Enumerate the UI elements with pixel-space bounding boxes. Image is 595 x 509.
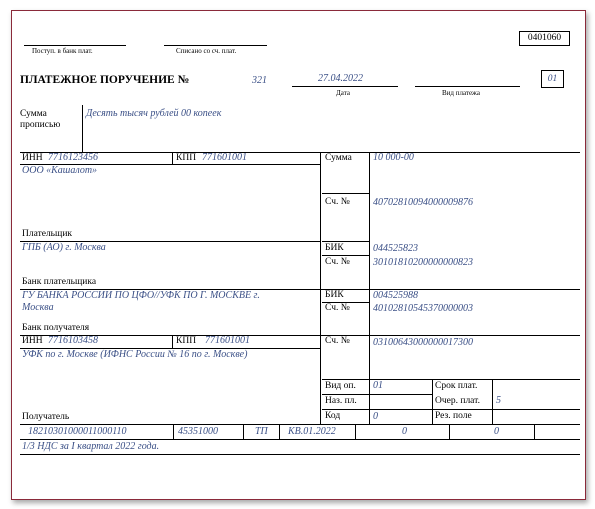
row-line — [322, 409, 580, 410]
col-line — [449, 424, 450, 439]
payer-bank-label: Банк плательщика — [22, 277, 97, 287]
payer-account-label: Сч. № — [325, 197, 350, 207]
payee-kpp: 771601001 — [205, 335, 250, 346]
payment-purpose: 1/3 НДС за I квартал 2022 года. — [22, 441, 160, 452]
payee-bank-account-label: Сч. № — [325, 303, 350, 313]
tax-kbk: 18210301000011000110 — [28, 426, 127, 437]
col-line — [320, 152, 321, 424]
payee-kpp-label: КПП — [176, 336, 197, 346]
amount-value: 10 000-00 — [373, 152, 414, 163]
payment-order-form — [11, 10, 586, 500]
payee-bank-name-line2: Москва — [22, 302, 54, 313]
row-line — [20, 152, 580, 153]
payer-bank-name: ГПБ (АО) г. Москва — [22, 242, 106, 253]
col-line — [355, 424, 356, 439]
col-line — [172, 152, 173, 164]
payer-name: ООО «Кашалот» — [22, 165, 98, 176]
col-line — [534, 424, 535, 439]
col-line — [173, 424, 174, 439]
queue-label: Очер. плат. — [435, 396, 480, 406]
tax-basis: ТП — [255, 426, 268, 437]
payer-account: 40702810094000009876 — [373, 197, 473, 208]
payee-label: Получатель — [22, 412, 70, 422]
payer-bank-account: 30101810200000000823 — [373, 257, 473, 268]
code-value: 0 — [373, 411, 378, 422]
col-line — [172, 335, 173, 348]
payer-kpp-label: КПП — [176, 153, 197, 163]
tax-doc-date: 0 — [494, 426, 499, 437]
payment-type-label: Вид платежа — [442, 89, 481, 97]
payer-inn: 7716123456 — [48, 152, 98, 163]
payee-bank-name-line1: ГУ БАНКА РОССИИ ПО ЦФО//УФК ПО Г. МОСКВЕ г. — [22, 290, 260, 301]
col-line — [279, 424, 280, 439]
payee-bank-bik-label: БИК — [325, 290, 344, 300]
payee-inn: 7716103458 — [48, 335, 98, 346]
form-code: 0401060 — [519, 31, 570, 46]
purpose-line — [20, 454, 580, 455]
payer-bank-bik-label: БИК — [325, 243, 344, 253]
row-line — [20, 439, 580, 440]
queue-value: 5 — [496, 395, 501, 406]
amount-label: Сумма — [325, 153, 352, 163]
debited-label: Списано со сч. плат. — [176, 47, 237, 55]
payer-bank-account-label: Сч. № — [325, 257, 350, 267]
payee-account: 03100643000000017300 — [373, 337, 473, 348]
payee-bank-bik: 004525988 — [373, 290, 418, 301]
payer-inn-label: ИНН — [22, 153, 43, 163]
order-number: 321 — [252, 75, 267, 86]
row-line — [322, 379, 580, 380]
tax-period: КВ.01.2022 — [288, 426, 336, 437]
payee-inn-label: ИНН — [22, 336, 43, 346]
received-line — [24, 45, 126, 46]
col-line — [432, 379, 433, 424]
row-line — [20, 424, 580, 425]
row-line — [322, 255, 369, 256]
amount-words-label-1: Сумма — [20, 109, 47, 119]
operation-type-label: Вид оп. — [325, 381, 356, 391]
debited-line — [164, 45, 267, 46]
amount-words-label-2: прописью — [20, 120, 61, 130]
row-line — [322, 241, 369, 242]
order-date: 27.04.2022 — [318, 73, 363, 84]
payee-account-label: Сч. № — [325, 336, 350, 346]
operation-type: 01 — [373, 380, 383, 391]
row-line — [322, 394, 432, 395]
date-label: Дата — [336, 89, 350, 97]
col-line — [492, 379, 493, 424]
status-code: 01 — [541, 70, 564, 88]
form-title: ПЛАТЕЖНОЕ ПОРУЧЕНИЕ № — [20, 74, 190, 86]
payee-name: УФК по г. Москве (ИФНС России № 16 по г. Москве) — [22, 349, 248, 360]
payer-label: Плательщик — [22, 229, 73, 239]
col-line — [369, 152, 370, 424]
reserve-label: Рез. поле — [435, 411, 472, 421]
col-line — [243, 424, 244, 439]
tax-doc-number: 0 — [402, 426, 407, 437]
payer-kpp: 771601001 — [202, 152, 247, 163]
payment-type-line — [415, 86, 520, 87]
tax-oktmo: 45351000 — [178, 426, 218, 437]
row-line — [322, 193, 369, 194]
received-label: Поступ. в банк плат. — [32, 47, 93, 55]
payee-bank-account: 40102810545370000003 — [373, 303, 473, 314]
words-divider — [82, 105, 83, 152]
row-line — [20, 335, 580, 336]
code-label: Код — [325, 411, 341, 421]
payee-bank-label: Банк получателя — [22, 323, 90, 333]
purpose-code-label: Наз. пл. — [325, 396, 357, 406]
date-line — [292, 86, 398, 87]
payer-bank-bik: 044525823 — [373, 243, 418, 254]
amount-words: Десять тысяч рублей 00 копеек — [86, 108, 222, 119]
term-label: Срок плат. — [435, 381, 478, 391]
